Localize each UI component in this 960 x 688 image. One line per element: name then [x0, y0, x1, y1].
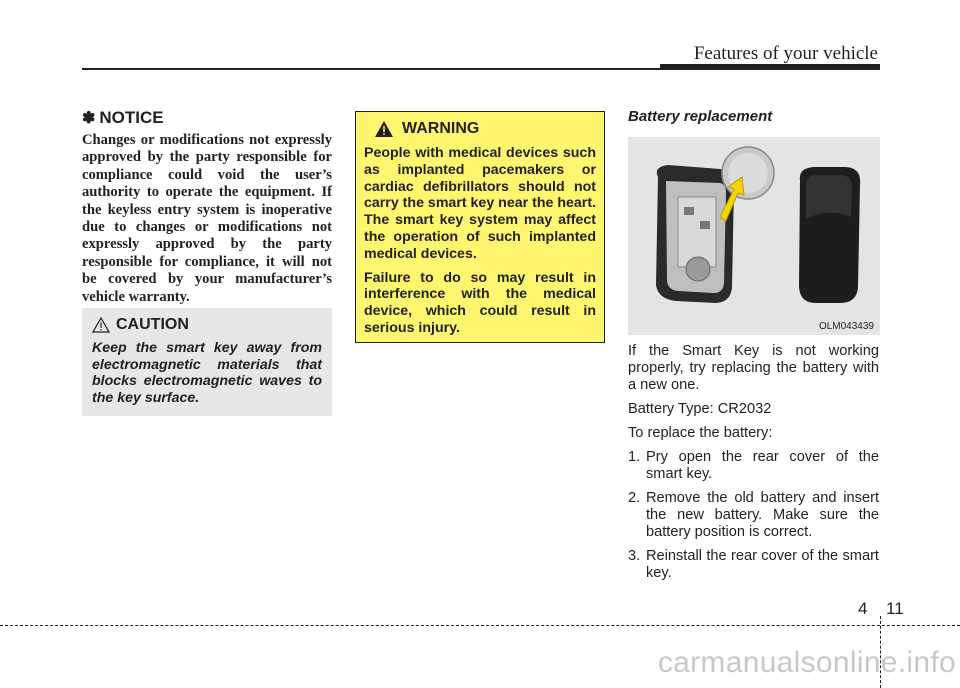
- header-divider-accent: [660, 64, 880, 70]
- watermark: carmanualsonline.info: [657, 646, 956, 679]
- notice-title: NOTICE: [99, 108, 164, 127]
- battery-instructions: [628, 343, 879, 589]
- battery-lead: To replace the battery:: [628, 425, 773, 441]
- footer-divider: [0, 625, 960, 626]
- warning-box: [355, 111, 605, 343]
- battery-intro: If the Smart Key is not working properly, try replacing the battery with a new one.: [628, 343, 879, 393]
- warning-paragraph-1: People with medical devices such as implanted pacemakers or cardiac defibrillators should not carry the smart key near the heart. The smart key system may affect the operation of such implanted medical devices.: [364, 145, 596, 262]
- battery-step: 2. Remove the old battery and insert the new battery. Make sure the battery position is correct.: [628, 490, 879, 540]
- warning-paragraph-2: Failure to do so may result in interference with the medical device, which could result in serious injury.: [364, 269, 596, 336]
- battery-steps: [628, 449, 879, 582]
- caution-body: Keep the smart key away from electromagnetic materials that blocks electromagnetic waves to the key surface.: [92, 340, 322, 406]
- caution-box: [82, 308, 332, 416]
- battery-heading: Battery replacement: [628, 108, 773, 125]
- battery-step: 3. Reinstall the rear cover of the smart key.: [628, 548, 879, 581]
- figure-label: OLM043439: [818, 321, 874, 332]
- caution-heading: [92, 316, 322, 334]
- caution-title: CAUTION: [116, 316, 189, 333]
- section-title: Features of your vehicle: [693, 43, 878, 64]
- page-number: 11: [886, 599, 904, 618]
- notice-heading: [82, 108, 164, 128]
- warning-triangle-icon: [374, 120, 394, 138]
- caution-triangle-icon: [92, 317, 110, 333]
- smart-key-battery-figure: [628, 137, 880, 335]
- battery-type: Battery Type: CR2032: [628, 401, 772, 417]
- battery-step: 1. Pry open the rear cover of the smart key.: [628, 449, 879, 482]
- chapter-number: 4: [858, 599, 868, 618]
- warning-title: WARNING: [402, 120, 480, 137]
- smart-key-illustration: [628, 137, 880, 335]
- notice-body: Changes or modifications not expressly approved by the party responsible for compliance could void the user’s authority to operate the equipment. If the keyless entry system is inoperative due to changes or modifications not expressly approved by the party responsible for compliance, it will not be covered by your manufacturer’s vehicle warranty.: [82, 132, 332, 305]
- notice-star-icon: ✽: [82, 110, 96, 127]
- warning-heading: [374, 120, 596, 138]
